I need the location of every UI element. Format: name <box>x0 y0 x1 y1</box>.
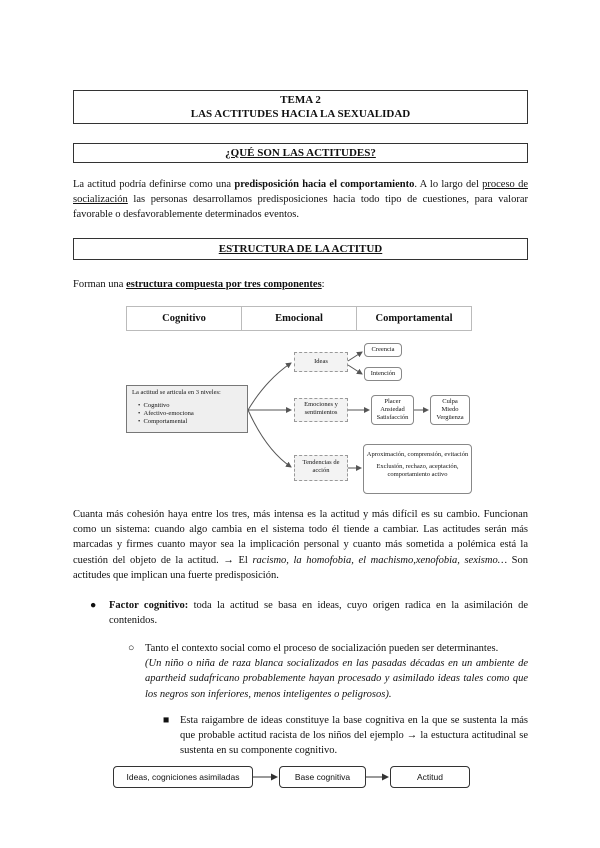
list-item-social-context: ○ Tanto el contexto social como el proceso de socialización pueden ser determinantes. (Un niño o niña de raza blanca socializados en las pasadas décadas en un ambiente de apartheid sudafricano probablemente hayan procesado y asimilado ideas tales como que los negros son inferiores, menos inteligentes o peligrosos). <box>128 641 528 702</box>
negative-feelings-box: Culpa Miedo Vergüenza <box>430 395 470 425</box>
cognitive-flow-diagram <box>113 766 488 790</box>
components-table <box>126 306 472 331</box>
section-title-what-are-attitudes: ¿QUÉ SON LAS ACTITUDES? <box>73 143 528 163</box>
main-attitude-box: La actitud se articula en 3 niveles: • Cognitivo • Afectivo-emociona • Comportamental <box>126 385 248 433</box>
component-cognitive: Cognitivo <box>127 307 242 330</box>
flow-step-ideas: Ideas, cogniciones asimiladas <box>113 766 253 788</box>
flow-step-cognitive-base: Base cognitiva <box>279 766 366 788</box>
level-item: • Cognitivo <box>138 402 170 410</box>
bullet-square: ■ <box>163 715 170 726</box>
emotions-box: Emociones y sentimientos <box>294 398 348 422</box>
cohesion-paragraph: Cuanta más cohesión haya entre los tres, más intensa es la actitud y más difícil es su cambio. Funcionan como un sistema: cuando algo cambia en el sistema todo él tiende a cambiar. Las actitudes serán más marcadas y firmes cuanto mayor sea la implicación personal y cuanto más sometida a polémica está la cuestión del objeto de la actitud. → El racismo, la homofobia, el machismo,xenofobia, sexismo… Son actitudes que implican una fuerte predisposición. <box>73 509 529 581</box>
bold-underlined-term: estructura compuesta por tres componentes <box>126 279 322 290</box>
attitude-examples: racismo, la homofobia, el machismo,xenofobia, sexismo… <box>252 554 508 566</box>
underlined-term: proceso de socialización <box>73 179 528 206</box>
flow-step-attitude: Actitud <box>390 766 470 788</box>
section-title-structure: ESTRUCTURA DE LA ACTITUD <box>73 238 528 260</box>
action-tendencies-box: Tendencias de acción <box>294 455 348 481</box>
apartheid-example: (Un niño o niña de raza blanca socializados en las pasadas décadas en un ambiente de apartheid sudafricano probablemente hayan procesado y asimilado ideas tales como que los negros son inferiores, menos inteligentes o peligrosos). <box>145 658 528 700</box>
level-item: • Comportamental <box>138 418 188 426</box>
structure-intro: Forman una estructura compuesta por tres componentes: <box>73 279 325 290</box>
actions-box: Aproximación, comprensión, evitación Exclusión, rechazo, aceptación, comportamiento activo <box>363 444 472 494</box>
list-item-cognitive-factor: ● Factor cognitivo: toda la actitud se basa en ideas, cuyo origen radica en la asimilación de contenidos. <box>90 598 528 628</box>
document-header <box>73 90 528 124</box>
component-behavioral: Comportamental <box>375 313 453 324</box>
level-item: • Afectivo-emociona <box>138 410 194 418</box>
bold-term: predisposición hacia el comportamiento <box>234 179 415 190</box>
ideas-box: Ideas <box>294 352 348 372</box>
topic-number: TEMA 2 <box>280 94 321 106</box>
list-item-cognitive-base: ■ Esta raigambre de ideas constituye la base cognitiva en la que se sustenta la más que probable actitud racista de los niños del ejemplo → la estuctura actitudinal se sustenta en su componente cognitivo. <box>163 713 528 759</box>
positive-feelings-box: Placer Ansiedad Satisfacción <box>371 395 414 425</box>
belief-box: Creencia <box>364 343 402 357</box>
topic-title: LAS ACTITUDES HACIA LA SEXUALIDAD <box>190 108 411 120</box>
intention-box: Intención <box>364 367 402 381</box>
attitude-structure-diagram <box>126 340 472 496</box>
component-emotional: Emocional <box>242 307 357 330</box>
bullet-circle: ○ <box>128 643 135 654</box>
definition-paragraph: La actitud podría definirse como una predisposición hacia el comportamiento. A lo largo del proceso de socialización las personas desarrollamos predisposiciones hacia todo tipo de cuestiones, para valorar favorable o desfavorablemente determinados eventos. <box>73 179 528 221</box>
bullet-disc: ● <box>90 600 97 611</box>
